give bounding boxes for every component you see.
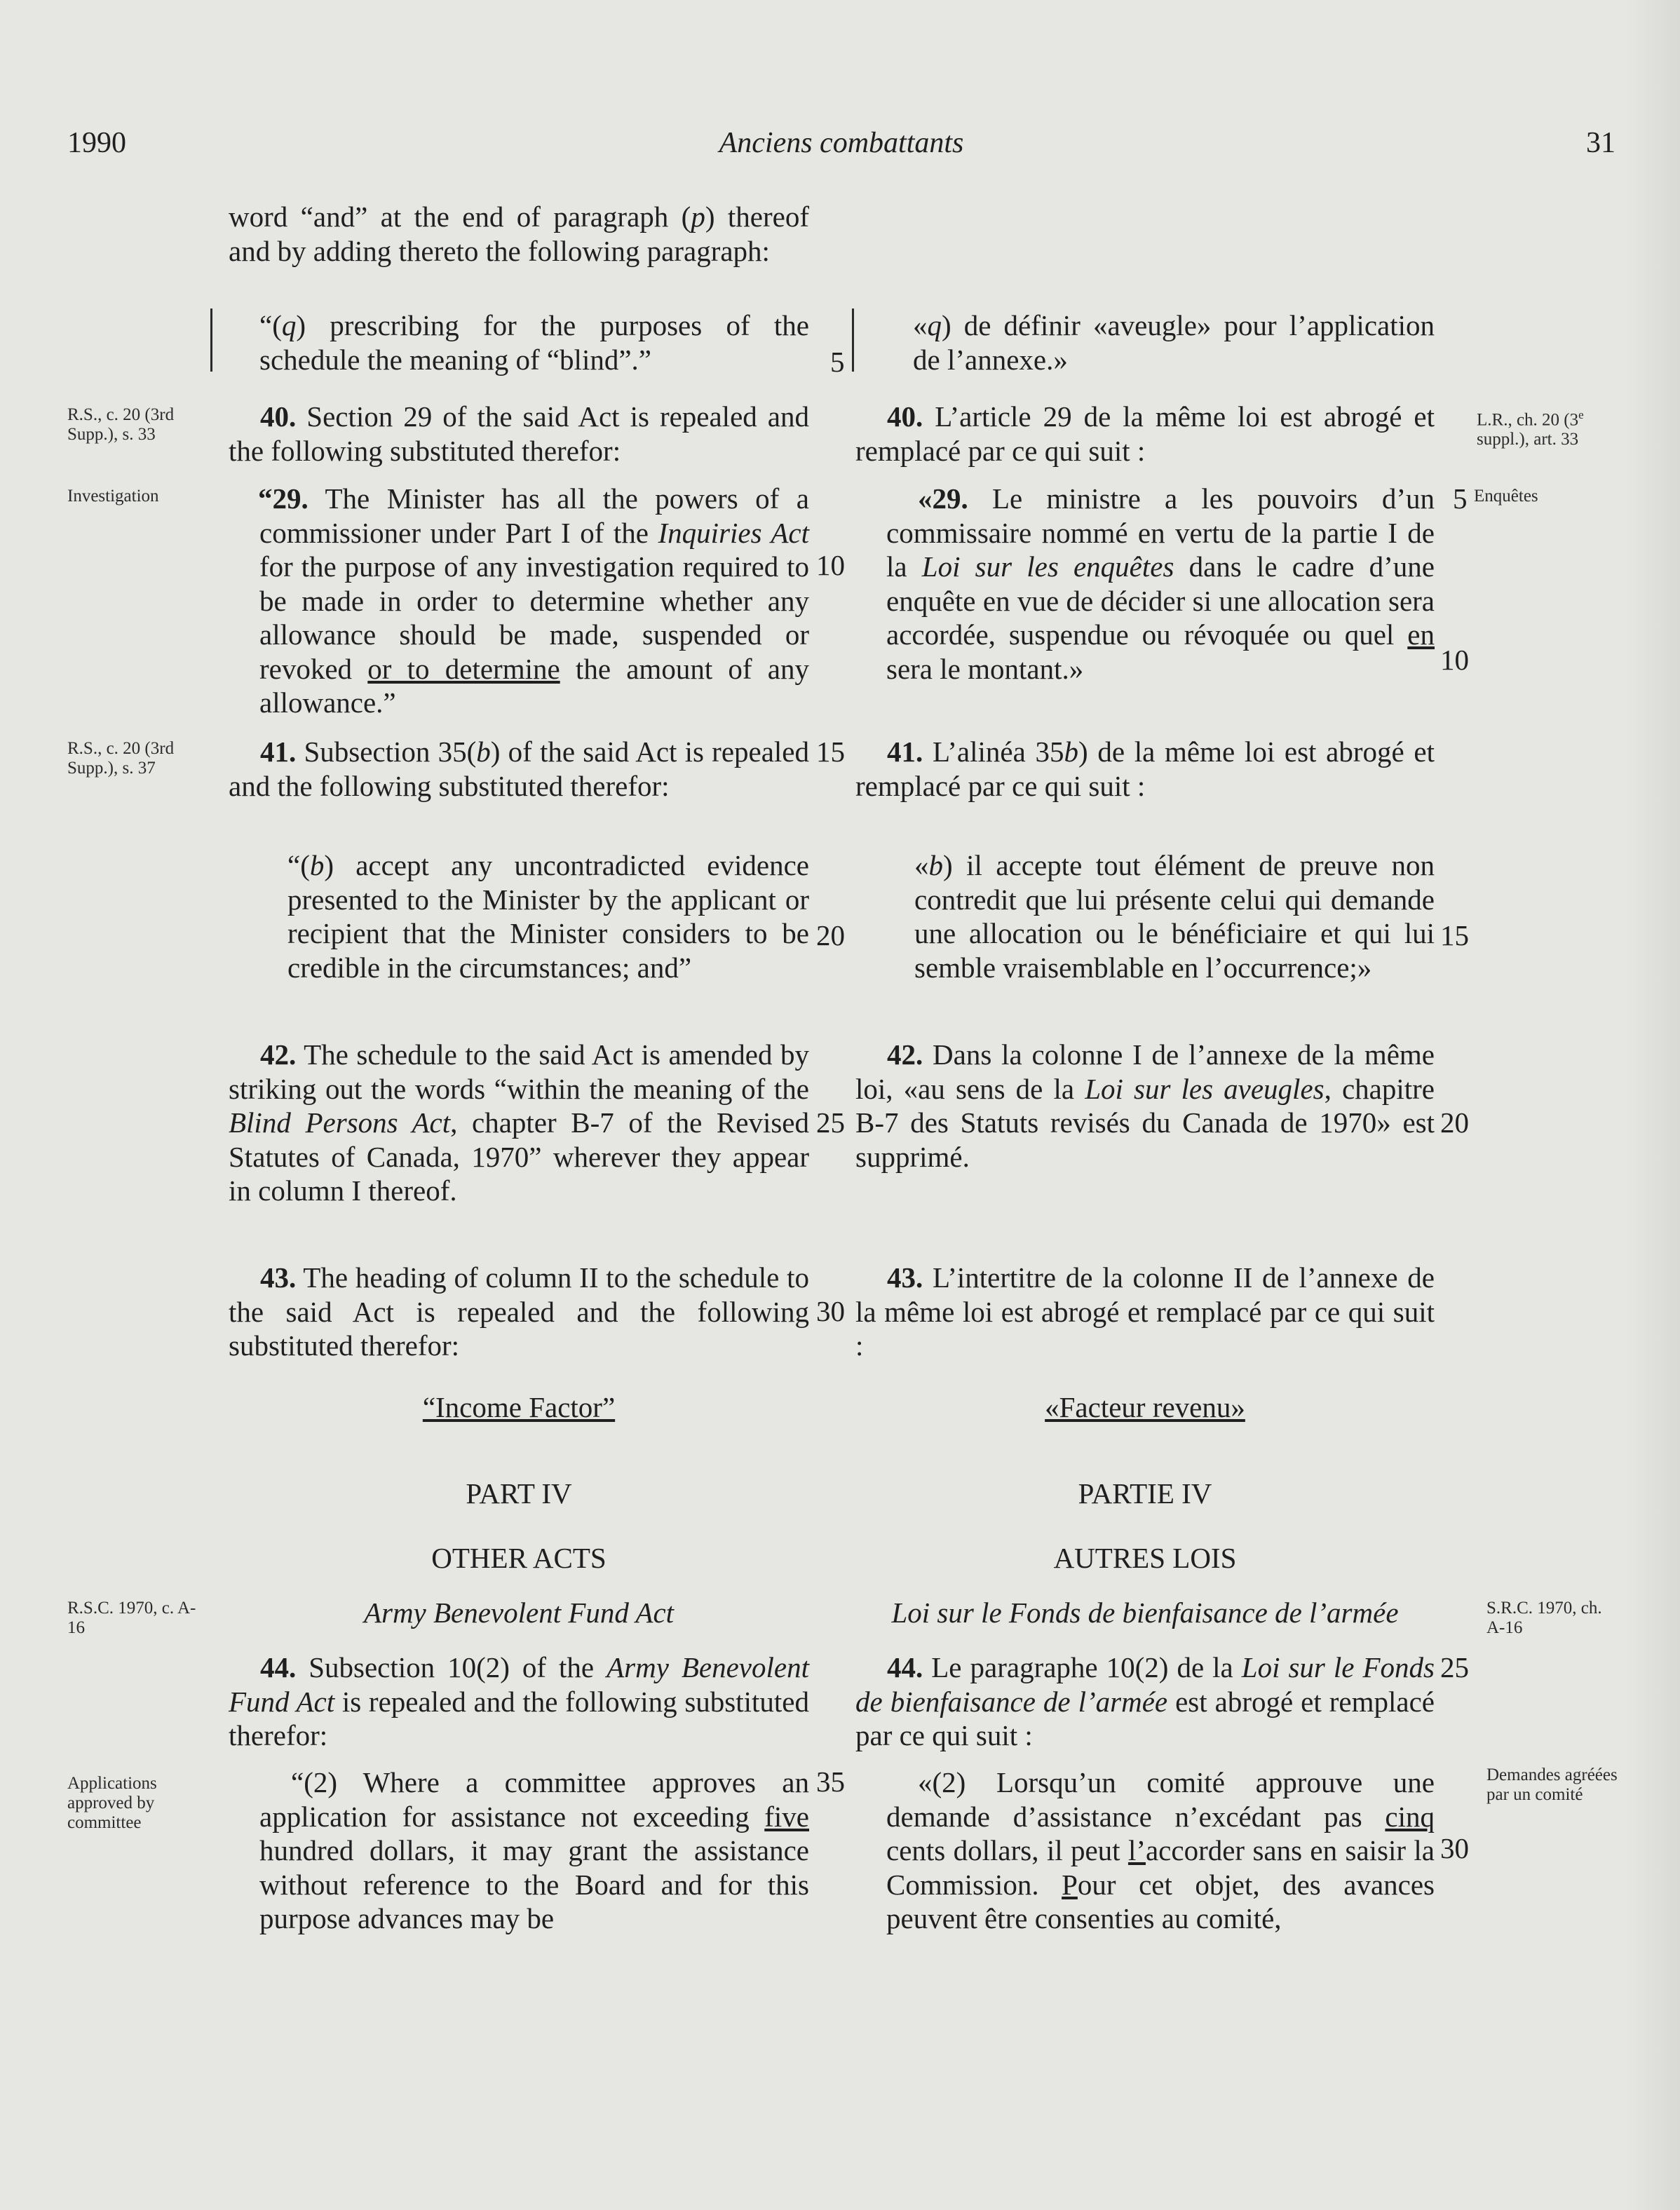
en-other-acts-heading: OTHER ACTS <box>431 1542 607 1574</box>
en-section-40: 40. Section 29 of the said Act is repealed and the following substituted therefor: <box>229 400 809 467</box>
en-section-41: 41. Subsection 35(b) of the said Act is repealed and the following substituted therefor: <box>229 735 810 802</box>
margin-note-src-1970: S.R.C. 1970, ch. A-16 <box>1486 1599 1602 1637</box>
en-section-43: 43. The heading of column II to the schedule to the said Act is repealed and the following substituted therefor: <box>229 1261 809 1362</box>
en-section-42: 42. The schedule to the said Act is amended by striking out the words “within the meaning of the Blind Persons Act, chapter B-7 of the Revised Statutes of Canada, 1970” wherever they appear in column I thereof. <box>229 1038 810 1207</box>
en-income-factor-heading: “Income Factor” <box>422 1391 616 1423</box>
line-number-20: 20 <box>816 919 845 951</box>
margin-note-enquetes: Enquêtes <box>1474 487 1538 506</box>
amendment-bar-left <box>210 309 212 372</box>
fr-paragraph-q: «q) de définir «aveugle» pour l’application de l’annexe.» <box>913 309 1435 376</box>
fr-section-41: 41. L’alinéa 35b) de la même loi est abrogé et remplacé par ce qui suit : <box>855 735 1435 802</box>
fr-section-43: 43. L’intertitre de la colonne II de l’annexe de la même loi est abrogé et remplacé par ce qui suit : <box>855 1261 1435 1362</box>
fr-line-number-30: 30 <box>1440 1832 1469 1864</box>
fr-subsection-2: «(2) Lorsqu’un comité approuve une demande d’assistance n’excédant pas cinq cents dollars, il peut l’accorder sans en saisir la Commission. Pour cet objet, des avances peuvent être consenties au comité, <box>886 1766 1435 1934</box>
fr-line-number-15: 15 <box>1440 919 1469 951</box>
fr-paragraph-b: «b) il accepte tout élément de preuve non contredit que lui présente celui qui demande une allocation ou le bénéficiaire et qui lui semble vraisemblable en l’occurrence;» <box>914 849 1435 984</box>
line-number-30: 30 <box>816 1295 845 1327</box>
header-year: 1990 <box>67 127 126 159</box>
en-continuation: word “and” at the end of paragraph (p) thereof and by adding thereto the following paragraph: <box>229 201 810 267</box>
line-number-25: 25 <box>816 1106 845 1139</box>
en-paragraph-q: “(q) prescribing for the purposes of the schedule the meaning of “blind”.” <box>259 309 809 376</box>
fr-section-40: 40. L’article 29 de la même loi est abrogé et remplacé par ce qui suit : <box>855 400 1435 467</box>
margin-note-lr-art33: L.R., ch. 20 (3e suppl.), art. 33 <box>1477 408 1584 449</box>
line-number-35: 35 <box>816 1765 845 1798</box>
fr-section-44: 44. Le paragraphe 10(2) de la Loi sur le Fonds de bienfaisance de l’armée est abrogé et remplacé par ce qui suit : <box>855 1651 1435 1751</box>
amendment-bar-middle <box>852 309 854 372</box>
fr-line-number-25: 25 <box>1440 1651 1469 1683</box>
fr-part-heading: PARTIE IV <box>1078 1477 1212 1510</box>
margin-note-rs-s37: R.S., c. 20 (3rd Supp.), s. 37 <box>67 739 175 778</box>
en-subsection-2: “(2) Where a committee approves an application for assistance not exceeding five hundred dollars, it may grant the assistance without reference to the Board and for this purpose advances may be <box>259 1766 809 1934</box>
page-edge-shadow <box>1624 0 1680 2210</box>
en-paragraph-b: “(b) accept any uncontradicted evidence presented to the Minister by the applicant or recipient that the Minister considers to be credible in the circumstances; and” <box>287 849 809 984</box>
margin-note-investigation: Investigation <box>67 487 159 506</box>
margin-note-rsc-1970: R.S.C. 1970, c. A-16 <box>67 1599 196 1637</box>
header-title: Anciens combattants <box>719 127 964 159</box>
en-part-heading: PART IV <box>466 1477 572 1510</box>
line-number-15: 15 <box>816 735 845 768</box>
fr-act-title: Loi sur le Fonds de bienfaisance de l’armée <box>891 1597 1399 1629</box>
fr-facteur-revenu-heading: «Facteur revenu» <box>1045 1391 1245 1423</box>
margin-note-demandes: Demandes agréées par un comité <box>1486 1765 1618 1804</box>
header-page-number: 31 <box>1586 127 1615 159</box>
line-number-5: 5 <box>830 346 845 378</box>
fr-other-acts-heading: AUTRES LOIS <box>1053 1542 1237 1574</box>
margin-note-rs-s33: R.S., c. 20 (3rd Supp.), s. 33 <box>67 405 175 444</box>
margin-note-applications: Applications approved by committee <box>67 1774 157 1832</box>
fr-line-number-20: 20 <box>1440 1106 1469 1139</box>
fr-line-number-10: 10 <box>1440 644 1469 676</box>
en-section-29: “29. The Minister has all the powers of a commissioner under Part I of the Inquiries Act for the purpose of any investigation required to be made in order to determine whether any allowance should be made, suspended or revoked or to determine the amount of any allowance.” <box>258 482 810 719</box>
en-act-title: Army Benevolent Fund Act <box>363 1597 675 1629</box>
en-section-44: 44. Subsection 10(2) of the Army Benevolent Fund Act is repealed and the following substituted therefor: <box>229 1651 810 1751</box>
fr-section-29: «29. Le ministre a les pouvoirs d’un commissaire nommé en vertu de la partie I de la Loi sur les enquêtes dans le cadre d’une enquête en vue de décider si une allocation sera accordée, suspendue ou révoquée ou quel en sera le montant.» <box>886 482 1435 685</box>
line-number-10: 10 <box>816 549 845 581</box>
fr-section-42: 42. Dans la colonne I de l’annexe de la même loi, «au sens de la Loi sur les aveugles, chapitre B-7 des Statuts revisés du Canada de 1970» est supprimé. <box>855 1038 1435 1173</box>
fr-line-number-5: 5 <box>1453 482 1468 515</box>
